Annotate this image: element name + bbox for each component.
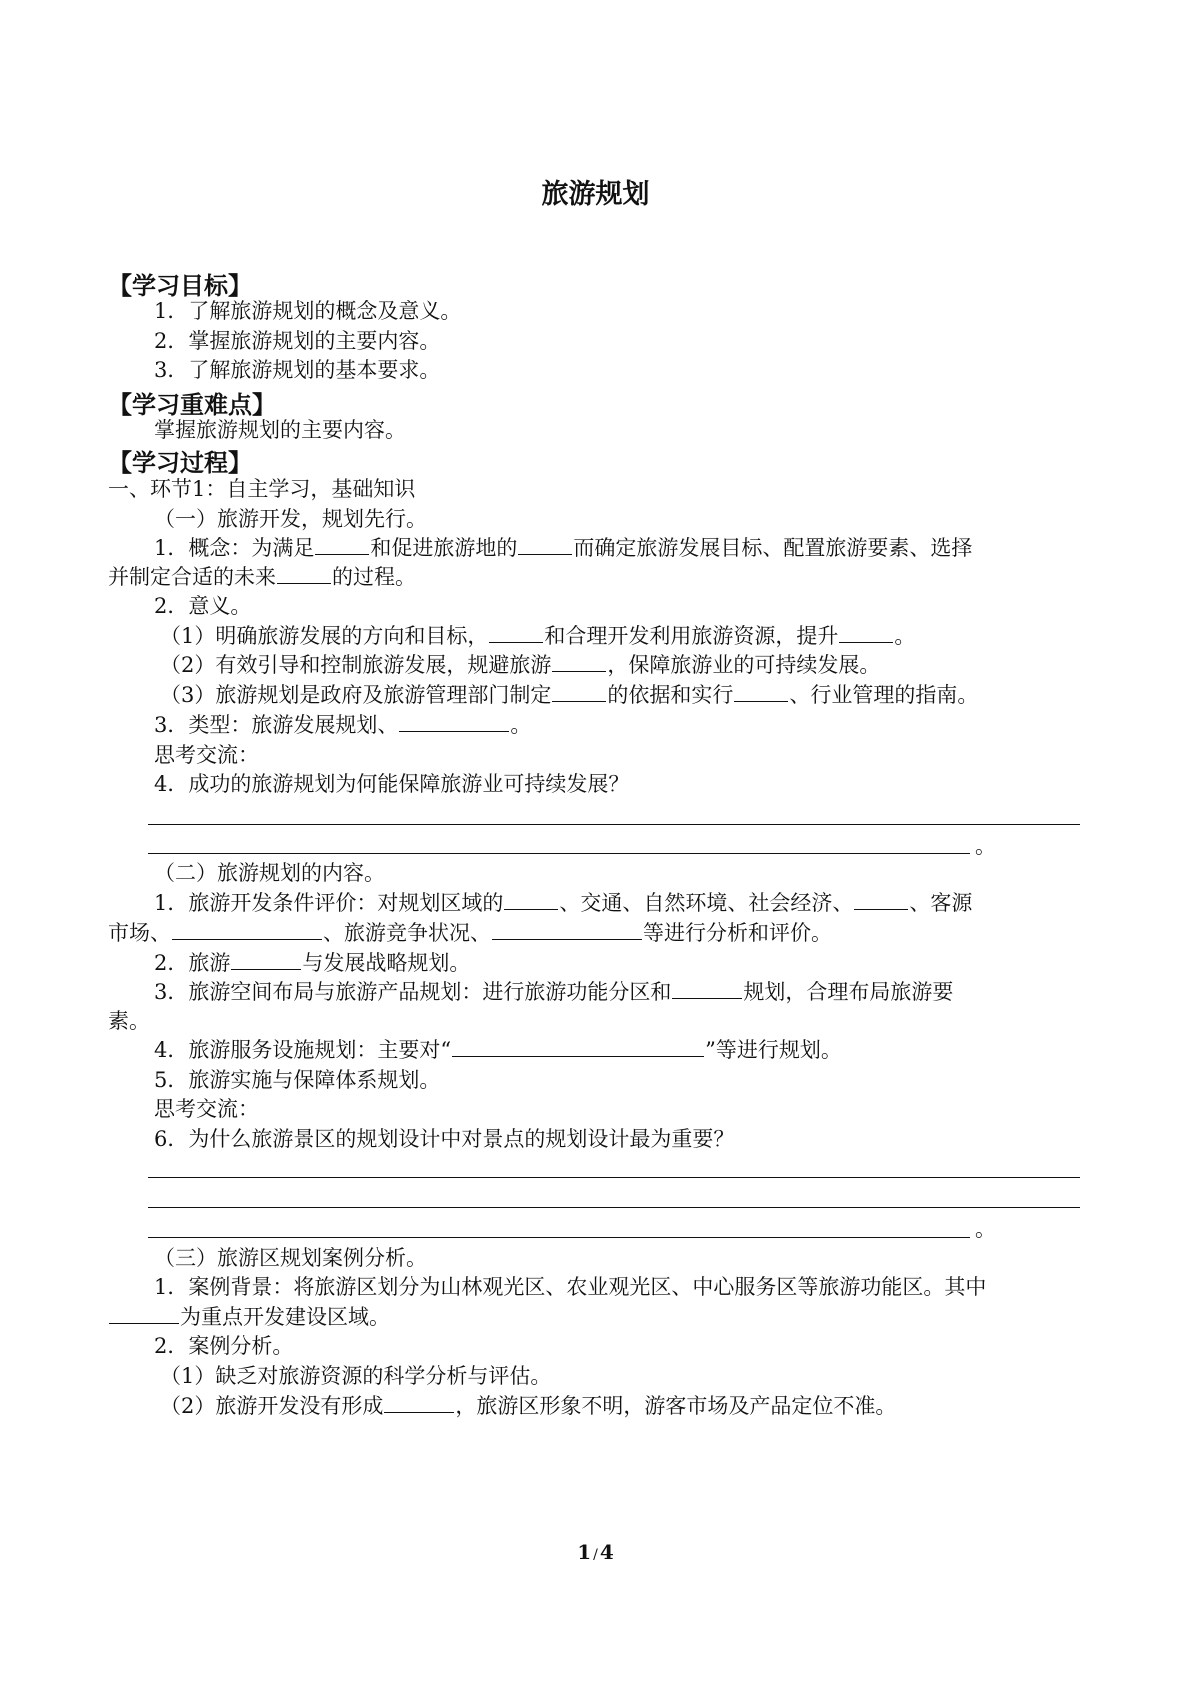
fill-blank[interactable]	[504, 889, 558, 910]
answer-end-period: 。	[975, 834, 996, 858]
link-heading: 一、环节1：自主学习，基础知识	[108, 477, 416, 501]
case-background: 1．案例背景：将旅游区划分为山林观光区、农业观光区、中心服务区等旅游功能区。其中	[154, 1275, 987, 1299]
think-label: 思考交流：	[154, 1097, 259, 1121]
question-6: 6．为什么旅游景区的规划设计中对景点的规划设计最为重要？	[154, 1127, 735, 1151]
case-background-cont: 为重点开发建设区域。	[108, 1302, 390, 1332]
fill-blank[interactable]	[172, 919, 322, 940]
fill-blank[interactable]	[399, 711, 509, 732]
content-item-1: 1．旅游开发条件评价：对规划区域的 、交通、自然环境、社会经济、 、客源	[154, 891, 973, 915]
fill-blank[interactable]	[552, 681, 606, 702]
content-item-1-cont: 市场、 、旅游竞争状况、 等进行分析和评价。	[108, 921, 832, 945]
section-heading-objectives: 【学习目标】	[108, 272, 252, 300]
answer-line[interactable]	[148, 1207, 1080, 1208]
answer-line[interactable]	[148, 1177, 1080, 1178]
section-heading-key-points: 【学习重难点】	[108, 391, 276, 419]
content-item-3-cont: 素。	[108, 1009, 150, 1033]
types-line: 3．类型：旅游发展规划、 。	[154, 713, 532, 737]
fill-blank[interactable]	[552, 651, 606, 672]
fill-blank[interactable]	[854, 889, 908, 910]
objective-item: 2．掌握旅游规划的主要内容。	[154, 329, 441, 353]
answer-line[interactable]	[148, 824, 1080, 825]
meaning-item-2: （2）有效引导和控制旅游发展，规避旅游 ，保障旅游业的可持续发展。	[160, 653, 881, 677]
concept-line: 1．概念：为满足 和促进旅游地的 而确定旅游发展目标、配置旅游要素、选择	[154, 536, 973, 560]
fill-blank[interactable]	[277, 563, 331, 584]
fill-blank[interactable]	[734, 681, 788, 702]
content-item-5: 5．旅游实施与保障体系规划。	[154, 1068, 441, 1092]
analysis-heading: 2．案例分析。	[154, 1334, 294, 1358]
fill-blank[interactable]	[109, 1303, 179, 1324]
meaning-item-3: （3）旅游规划是政府及旅游管理部门制定 的依据和实行 、行业管理的指南。	[160, 683, 979, 707]
fill-blank[interactable]	[231, 949, 301, 970]
content-item-3: 3．旅游空间布局与旅游产品规划：进行旅游功能分区和 规划，合理布局旅游要	[154, 980, 954, 1004]
key-point-text: 掌握旅游规划的主要内容。	[154, 418, 406, 442]
objective-item: 1．了解旅游规划的概念及意义。	[154, 299, 462, 323]
section-heading-process: 【学习过程】	[108, 449, 252, 477]
fill-blank[interactable]	[384, 1392, 454, 1413]
fill-blank[interactable]	[672, 978, 742, 999]
concept-line-cont: 并制定合适的未来 的过程。	[108, 565, 416, 589]
answer-line[interactable]	[148, 853, 970, 854]
content-item-4: 4．旅游服务设施规划：主要对“ ”等进行规划。	[154, 1038, 842, 1062]
question-4: 4．成功的旅游规划为何能保障旅游业可持续发展？	[154, 772, 630, 796]
page-number: 1 / 4	[577, 1540, 614, 1564]
fill-blank[interactable]	[518, 534, 572, 555]
fill-blank[interactable]	[839, 622, 893, 643]
meaning-item-1: （1）明确旅游发展的方向和目标， 和合理开发利用旅游资源，提升 。	[160, 624, 916, 648]
subsection-heading: （三）旅游区规划案例分析。	[154, 1246, 427, 1270]
content-item-2: 2．旅游 与发展战略规划。	[154, 951, 471, 975]
fill-blank[interactable]	[315, 534, 369, 555]
subsection-heading: （二）旅游规划的内容。	[154, 861, 385, 885]
page-title: 旅游规划	[541, 179, 650, 210]
meaning-heading: 2．意义。	[154, 594, 252, 618]
analysis-item-1: （1）缺乏对旅游资源的科学分析与评估。	[160, 1364, 552, 1388]
analysis-item-2: （2）旅游开发没有形成 ，旅游区形象不明，游客市场及产品定位不准。	[160, 1394, 897, 1418]
fill-blank[interactable]	[452, 1036, 704, 1057]
subsection-heading: （一）旅游开发，规划先行。	[154, 507, 427, 531]
think-label: 思考交流：	[154, 743, 259, 767]
fill-blank[interactable]	[492, 919, 642, 940]
objective-item: 3．了解旅游规划的基本要求。	[154, 358, 441, 382]
answer-line[interactable]	[148, 1237, 970, 1238]
answer-end-period: 。	[975, 1217, 996, 1241]
fill-blank[interactable]	[489, 622, 543, 643]
